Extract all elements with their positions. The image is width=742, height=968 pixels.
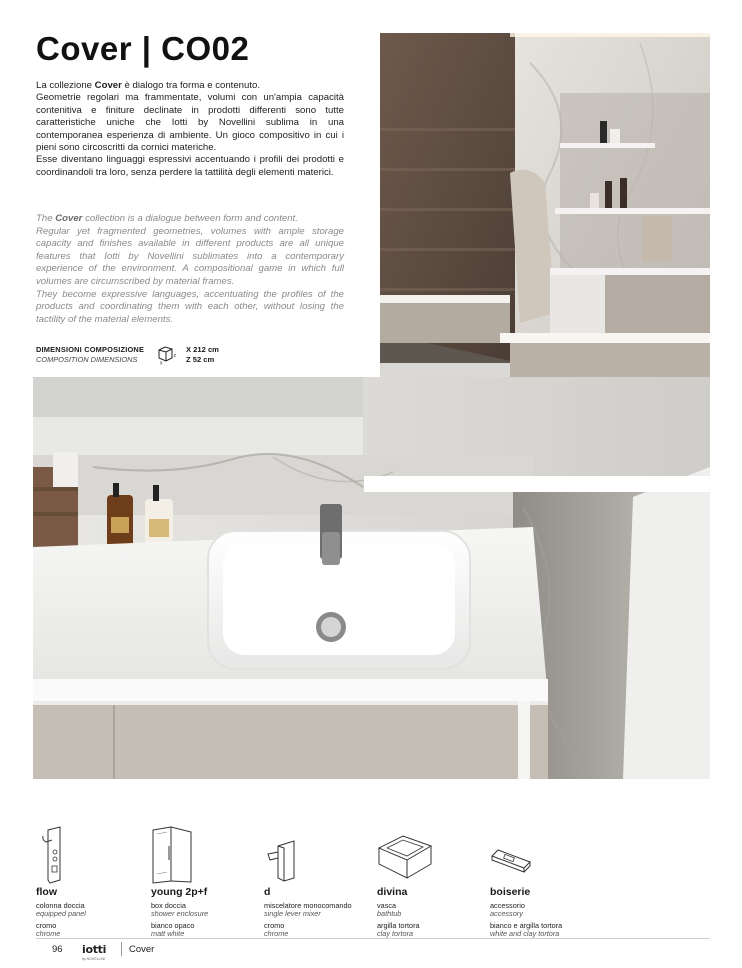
dimensions-label: DIMENSIONI COMPOSIZIONE bbox=[36, 345, 145, 354]
english-paragraph-1: The Cover collection is a dialogue between form and content. bbox=[36, 213, 298, 224]
mixer-icon bbox=[264, 826, 300, 884]
section-name: Cover bbox=[129, 944, 155, 955]
english-description bbox=[36, 213, 344, 326]
product-finish: bianco e argilla tortora bbox=[490, 921, 563, 930]
product-finish: cromo bbox=[36, 921, 57, 930]
english-paragraph-3: They become expressive languages, accentuating the profiles of the products and coordinating them with each other, without losing the tactility of the material elements. bbox=[36, 288, 344, 325]
product-name: divina bbox=[377, 886, 408, 898]
product-type: accessorio bbox=[490, 901, 525, 910]
product-type-en: single lever mixer bbox=[264, 909, 321, 918]
product-name: flow bbox=[36, 886, 57, 898]
product-type-en: shower enclosure bbox=[151, 909, 209, 918]
footer-separator bbox=[121, 942, 122, 956]
products-list bbox=[36, 826, 716, 941]
product-finish-en: chrome bbox=[36, 929, 61, 938]
product-finish-en: chrome bbox=[264, 929, 289, 938]
shower-enclosure-icon bbox=[151, 826, 195, 884]
product-finish-en: white and clay tortora bbox=[490, 929, 560, 938]
product-finish-en: matt white bbox=[151, 929, 185, 938]
product-type-en: accessory bbox=[490, 909, 523, 918]
photo-divider-horizontal bbox=[364, 476, 710, 492]
product-finish-en: clay tortora bbox=[377, 929, 414, 938]
composition-dimensions bbox=[36, 345, 356, 369]
product-type-en: bathtub bbox=[377, 909, 402, 918]
page-number: 96 bbox=[52, 944, 63, 955]
product-finish: bianco opaco bbox=[151, 921, 195, 930]
product-name: boiserie bbox=[490, 886, 531, 898]
italian-paragraph-2: Geometrie regolari ma frammentate, volumi con un'ampia capacità contenitiva e finiture declinate in prodotti differenti sono tutte caratteristiche uniche che Iotti by Novellini sublima in una contemporanea esperienza di ambiente. Un gioco compositivo in cui i pieni sono circoscritti da cornici materiche. bbox=[36, 92, 344, 154]
washbasin-scene-illustration bbox=[33, 377, 710, 779]
english-paragraph-2: Regular yet fragmented geometries, volumes with ample storage capacity and finishes available in different products are all unique features that Iotti by Novellini sublimates into a contemporary experience of the environment. A compositional game in which full volumes are circumscribed by material frames. bbox=[36, 225, 344, 287]
italian-description bbox=[36, 80, 344, 179]
dimension-z: Z 52 cm bbox=[186, 355, 215, 364]
footer-divider bbox=[36, 938, 710, 939]
brand-logo-text: iotti bbox=[82, 943, 107, 956]
accessory-icon bbox=[490, 826, 534, 884]
product-name: d bbox=[264, 886, 271, 898]
svg-text:z: z bbox=[173, 353, 176, 359]
product-name: young 2p+f bbox=[151, 886, 208, 898]
product-type: colonna doccia bbox=[36, 901, 85, 910]
box-dimensions-icon bbox=[156, 343, 178, 365]
product-type-en: equipped panel bbox=[36, 909, 86, 918]
brand-logo bbox=[82, 940, 114, 961]
italian-paragraph-3: Esse diventano linguaggi espressivi accentuando i profili dei prodotti e coordinandoli tra loro, senza perdere la tattilità degli elementi materici. bbox=[36, 154, 344, 178]
page-title: Cover | CO02 bbox=[36, 30, 250, 67]
product-finish: cromo bbox=[264, 921, 285, 930]
product-type: vasca bbox=[377, 901, 397, 910]
product-type: box doccia bbox=[151, 901, 186, 910]
bathtub-icon bbox=[377, 826, 433, 884]
brand-logo-subtext: by NOVELLINI bbox=[82, 957, 105, 961]
product-type: miscelatore monocomando bbox=[264, 901, 352, 910]
svg-text:x: x bbox=[160, 360, 163, 365]
shower-column-icon bbox=[40, 826, 70, 884]
dimensions-label-en: COMPOSITION DIMENSIONS bbox=[36, 355, 138, 364]
washbasin-detail-photo bbox=[33, 377, 710, 779]
product-finish: argilla tortora bbox=[377, 921, 420, 930]
italian-paragraph-1: La collezione Cover è dialogo tra forma e contenuto. bbox=[36, 80, 261, 91]
dimension-x: X 212 cm bbox=[186, 345, 219, 354]
